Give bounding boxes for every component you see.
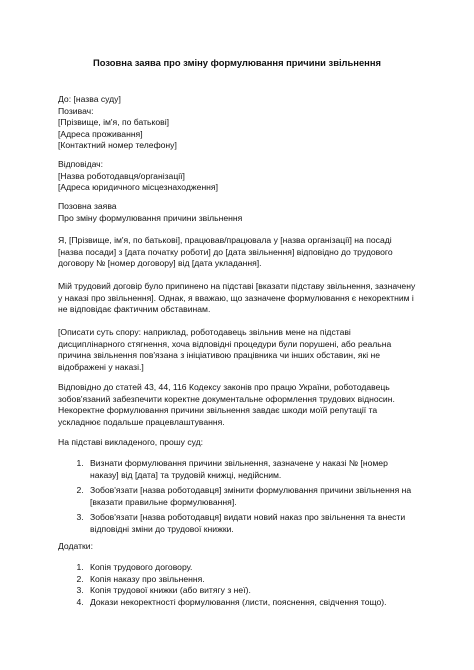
paragraph-legal-basis: Відповідно до статей 43, 44, 116 Кодексу законів про працю України, роботодавець зобов'язаний забезпечити коректне документальне оформлення трудових відносин. Некоректне формулювання причини звільнення завдає шкоди моїй репутації та ускладнює подальше працевлаштування. (58, 382, 395, 427)
list-item: 1. Визнати формулювання причини звільнення, зазначене у наказі № [номер наказу] від [дата] та трудовій книжці, недійсним. (86, 458, 416, 481)
list-item: 3. Зобов'язати [назва роботодавця] видати новий наказ про звільнення та внести відповідні зміни до трудової книжки. (86, 512, 416, 535)
attachments-heading-block (58, 541, 416, 553)
claim-title: Позовна заява (58, 201, 117, 211)
court-block (58, 94, 416, 152)
plaintiff-name: [Прізвище, ім'я, по батькові] (58, 117, 170, 128)
attachments-list-block (58, 562, 416, 608)
list-item: 3. Копія трудової книжки (або витягу з неї). (86, 585, 416, 597)
attachments-list (58, 562, 416, 608)
defendant-block (58, 159, 416, 194)
request-intro-text: На підставі викладеного, прошу суд: (58, 437, 204, 447)
request-list-block (58, 458, 416, 540)
paragraph-employment: Я, [Прізвище, ім'я, по батькові], працював/працювала у [назва організації] на посаді [назва посади] з [дата початку роботи] до [дата звільнення] відповідно до трудового договору № [номер договору] від [дата укладання]. (58, 235, 393, 269)
paragraph-dispute: [Описати суть спору: наприклад, роботодавець звільнив мене на підставі дисциплінарного стягнення, хоча відповідні процедури були порушені, або реальна причина звільнення пов'язана з ініціативою працівника чи інших обставин, які не відображені у наказі.] (58, 327, 392, 372)
list-item: 2. Зобов'язати [назва роботодавця] змінити формулювання причини звільнення на [вказати правильне формулювання]. (86, 485, 416, 508)
paragraph-termination: Мій трудовий договір було припинено на підставі [вказати підставу звільнення, зазначену у наказі про звільнення]. Однак, я вважаю, що зазначене формулювання є некоректним і не відповідає фактичним обставинам. (58, 281, 416, 315)
claim-heading-block (58, 201, 416, 224)
document-title: Позовна заява про зміну формулювання причини звільнення (93, 57, 381, 68)
defendant-name: [Назва роботодавця/організації] (58, 170, 185, 181)
plaintiff-heading: Позивач: (58, 105, 94, 116)
list-item: 4. Докази некоректності формулювання (листи, пояснення, свідчення тощо). (86, 597, 416, 609)
list-item: 1. Копія трудового договору. (86, 562, 416, 574)
plaintiff-address: [Адреса проживання] (58, 128, 143, 139)
claim-subject: Про зміну формулювання причини звільнення (58, 212, 243, 223)
defendant-heading: Відповідач: (58, 159, 104, 169)
list-item: 2. Копія наказу про звільнення. (86, 574, 416, 586)
court-line: До: [назва суду] (58, 94, 121, 104)
plaintiff-phone: [Контактний номер телефону] (58, 140, 177, 151)
defendant-address: [Адреса юридичного місцезнаходження] (58, 182, 218, 193)
request-list (58, 458, 416, 536)
request-intro (58, 437, 416, 449)
attachments-heading: Додатки: (58, 541, 93, 551)
